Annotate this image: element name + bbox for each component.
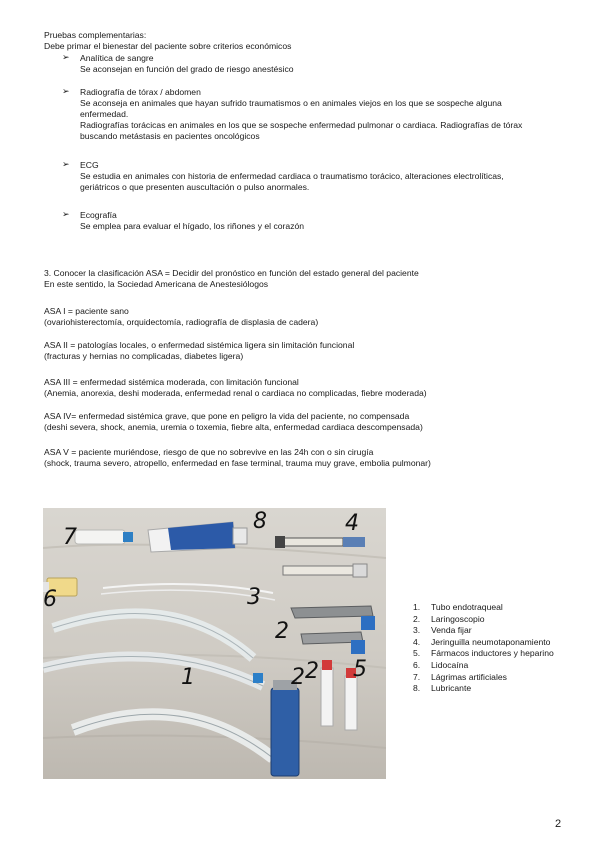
arrow-bullet-icon: ➢ bbox=[62, 159, 70, 169]
photo-label: 2 bbox=[275, 619, 289, 644]
photo-label: 8 bbox=[253, 509, 267, 534]
asa-class-title: ASA V = paciente muriéndose, riesgo de que no sobrevive en las 24h con o sin cirugía bbox=[44, 447, 374, 457]
photo-label: 5 bbox=[353, 657, 367, 682]
photo-label: 6 bbox=[43, 587, 57, 612]
asa-subheading: En este sentido, la Sociedad Americana de Anestesiólogos bbox=[44, 279, 269, 289]
asa-class-detail: (shock, trauma severo, atropello, enfermedad en fase terminal, trauma muy grave, embolia pulmonar) bbox=[44, 458, 431, 468]
section-intro: Debe primar el bienestar del paciente sobre criterios económicos bbox=[44, 41, 292, 51]
legend-item: 5. Fármacos inductores y heparino bbox=[413, 648, 554, 659]
asa-class-detail: (Anemia, anorexia, deshi moderada, enfermedad renal o cardiaca no complicadas, fiebre moderada) bbox=[44, 388, 427, 398]
asa-heading: 3. Conocer la clasificación ASA = Decidir del pronóstico en función del estado general del paciente bbox=[44, 268, 419, 278]
lubricant-tube bbox=[148, 522, 247, 552]
test-heading-xray: Radiografía de tórax / abdomen bbox=[80, 87, 201, 97]
legend-item: 6. Lidocaína bbox=[413, 659, 469, 670]
induction-drugs-syringes bbox=[321, 660, 357, 730]
asa-class-title: ASA I = paciente sano bbox=[44, 306, 129, 316]
asa-class-detail: (ovariohisterectomía, orquidectomía, radiografía de displasia de cadera) bbox=[44, 317, 319, 327]
test-text-xray-2: Radiografías torácicas en animales en los que se sospeche enfermedad pulmonar o cardiaca. Radiografías de tórax buscando metástasis en pacientes oncológicos bbox=[80, 120, 523, 141]
asa-class-title: ASA III = enfermedad sistémica moderada, con limitación funcional bbox=[44, 377, 299, 387]
artificial-tears-tube bbox=[75, 530, 133, 544]
test-text-ecg: Se estudia en animales con historia de enfermedad cardiaca o traumatismo torácico, alteraciones electrolíticas, geriátricos o que presenten auscultación o pulso anormales. bbox=[80, 171, 504, 192]
asa-class-title: ASA IV= enfermedad sistémica grave, que pone en peligro la vida del paciente, no compensada bbox=[44, 411, 410, 421]
intubation-equipment-photo bbox=[43, 508, 386, 779]
inflation-syringe bbox=[275, 536, 367, 577]
page-number: 2 bbox=[555, 818, 562, 830]
legend-item: 3. Venda fijar bbox=[413, 625, 472, 636]
section-title: Pruebas complementarias: bbox=[44, 30, 147, 40]
test-heading-ecg: ECG bbox=[80, 160, 99, 170]
photo-label: 3 bbox=[247, 585, 261, 610]
photo-label: 7 bbox=[63, 525, 77, 550]
legend-item: 7. Lágrimas artificiales bbox=[413, 671, 507, 682]
test-heading-echo: Ecografía bbox=[80, 210, 117, 220]
arrow-bullet-icon: ➢ bbox=[62, 52, 70, 62]
equipment-illustration bbox=[43, 508, 386, 779]
test-heading-blood: Analítica de sangre bbox=[80, 53, 154, 63]
legend-item: 8. Lubricante bbox=[413, 683, 472, 694]
photo-label: 2 bbox=[291, 665, 305, 690]
test-text-blood: Se aconsejan en función del grado de riesgo anestésico bbox=[80, 64, 294, 74]
arrow-bullet-icon: ➢ bbox=[62, 209, 70, 219]
photo-label: 2 bbox=[305, 659, 319, 684]
test-text-echo: Se emplea para evaluar el hígado, los riñones y el corazón bbox=[80, 221, 305, 231]
legend-item: 1. Tubo endotraqueal bbox=[413, 602, 503, 612]
photo-label: 1 bbox=[181, 665, 195, 690]
asa-class-detail: (fracturas y hernias no complicadas, diabetes ligera) bbox=[44, 351, 244, 361]
equipment-legend bbox=[413, 602, 593, 695]
legend-item: 4. Jeringuilla neumotaponamiento bbox=[413, 636, 551, 647]
test-text-xray-1: Se aconseja en animales que hayan sufrido traumatismos o en animales viejos en los que se sospeche alguna enfermedad. bbox=[80, 98, 502, 119]
legend-item: 2. Laringoscopio bbox=[413, 613, 485, 624]
arrow-bullet-icon: ➢ bbox=[62, 86, 70, 96]
asa-class-detail: (deshi severa, shock, anemia, uremia o toxemia, fiebre alta, enfermedad cardiaca descompensada) bbox=[44, 422, 423, 432]
photo-label: 4 bbox=[345, 511, 359, 536]
asa-class-title: ASA II = patologías locales, o enfermedad sistémica ligera sin limitación funcional bbox=[44, 340, 355, 350]
